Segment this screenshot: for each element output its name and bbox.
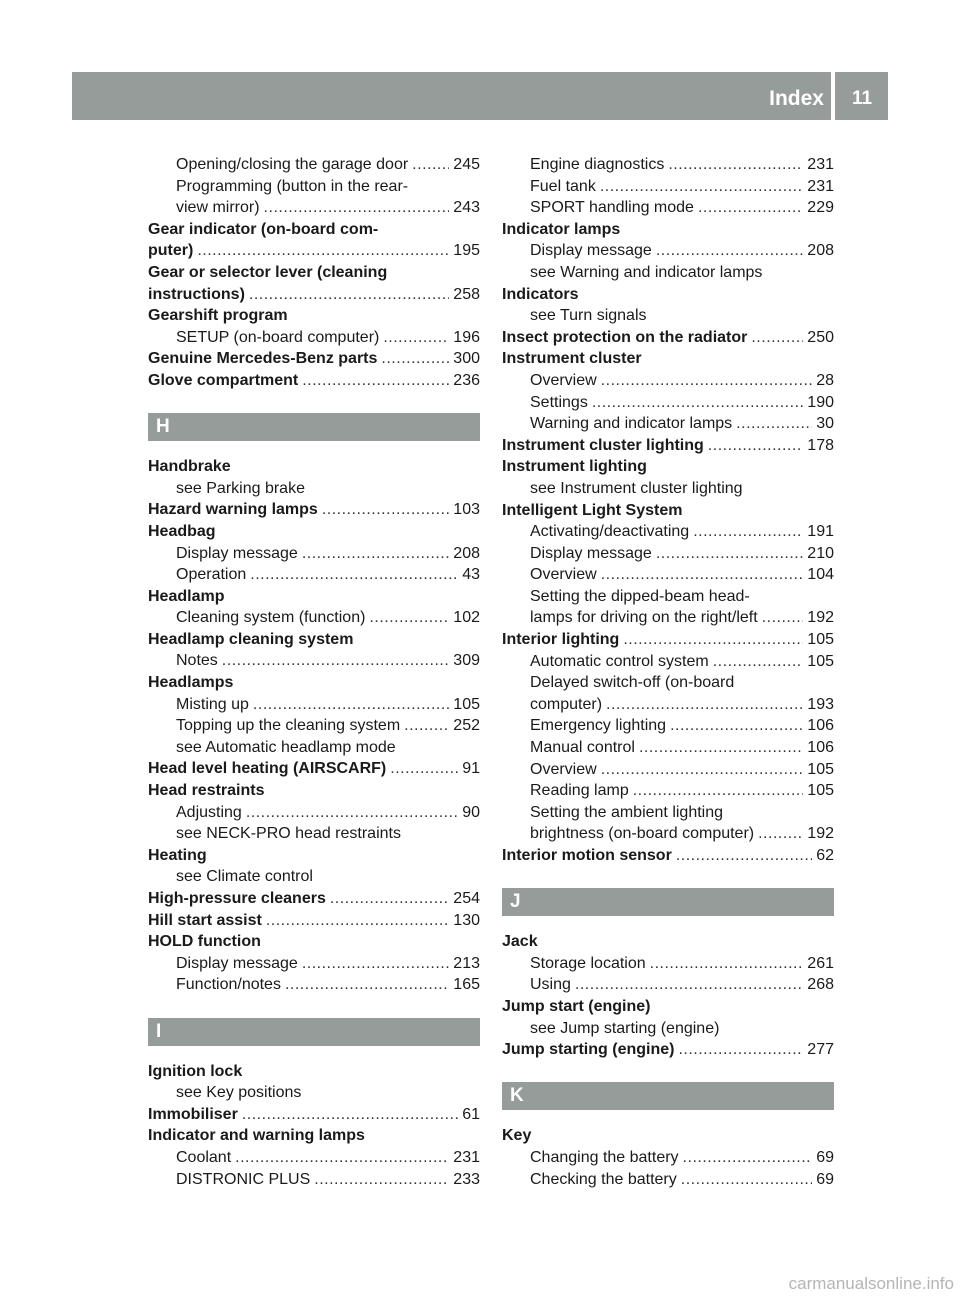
entry-text: Emergency lighting bbox=[530, 717, 667, 735]
page-reference: 231 bbox=[807, 156, 834, 173]
leader-dots bbox=[670, 715, 803, 737]
entry-text: Setting the dipped-beam head- bbox=[530, 587, 750, 605]
leader-dots bbox=[736, 413, 812, 435]
index-subentry bbox=[502, 392, 834, 414]
index-subentry bbox=[148, 737, 480, 759]
page-reference: 30 bbox=[816, 415, 834, 433]
index-subentry bbox=[502, 197, 834, 219]
index-column-left bbox=[148, 154, 480, 1190]
index-entry bbox=[148, 1061, 480, 1083]
entry-text: Genuine Mercedes-Benz parts bbox=[148, 350, 378, 368]
page-reference: 69 bbox=[816, 1148, 834, 1166]
index-entry bbox=[502, 219, 834, 241]
entry-text: Changing the battery bbox=[530, 1148, 679, 1166]
leader-dots bbox=[381, 348, 449, 370]
leader-dots bbox=[623, 629, 803, 651]
index-entry bbox=[502, 1039, 834, 1061]
index-subentry bbox=[148, 866, 480, 888]
leader-dots bbox=[264, 197, 450, 219]
entry-text: Manual control bbox=[530, 739, 635, 757]
entry-text: Indicators bbox=[502, 285, 579, 303]
leader-dots bbox=[681, 1169, 812, 1191]
page-reference: 231 bbox=[807, 177, 834, 195]
index-subentry bbox=[502, 759, 834, 781]
entry-text: see Warning and indicator lamps bbox=[530, 263, 763, 281]
leader-dots bbox=[253, 694, 449, 716]
entry-text: Display message bbox=[530, 242, 652, 260]
leader-dots bbox=[369, 607, 449, 629]
entry-text: DISTRONIC PLUS bbox=[176, 1170, 311, 1188]
leader-dots bbox=[412, 154, 449, 176]
entry-text: Head level heating (AIRSCARF) bbox=[148, 760, 387, 778]
page-reference: 231 bbox=[453, 1148, 480, 1166]
index-subentry bbox=[502, 521, 834, 543]
leader-dots bbox=[314, 1169, 449, 1191]
entry-text: see NECK-PRO head restraints bbox=[176, 825, 401, 843]
page-reference: 252 bbox=[453, 717, 480, 735]
page-reference: 105 bbox=[807, 760, 834, 778]
entry-text: Glove compartment bbox=[148, 371, 299, 389]
watermark: carmanualsonline.info bbox=[788, 1274, 954, 1293]
index-subentry bbox=[148, 1147, 480, 1169]
entry-text: lamps for driving on the right/left bbox=[530, 609, 758, 627]
index-entry bbox=[502, 931, 834, 953]
index-entry bbox=[502, 435, 834, 457]
page-number: 11 bbox=[851, 88, 873, 109]
leader-dots bbox=[197, 240, 449, 262]
index-subentry bbox=[502, 780, 834, 802]
page-reference: 193 bbox=[807, 695, 834, 713]
page-reference: 69 bbox=[816, 1170, 834, 1188]
index-subentry bbox=[148, 974, 480, 996]
index-entry bbox=[148, 348, 480, 370]
page-reference: 90 bbox=[462, 803, 480, 821]
page-reference: 61 bbox=[462, 1105, 480, 1123]
leader-dots bbox=[678, 1039, 803, 1061]
entry-text: Interior motion sensor bbox=[502, 847, 672, 864]
page-reference: 268 bbox=[807, 976, 834, 994]
entry-text: computer) bbox=[530, 695, 603, 713]
index-subentry bbox=[148, 564, 480, 586]
leader-dots bbox=[751, 327, 803, 349]
page-reference: 91 bbox=[462, 760, 480, 778]
page-reference: 245 bbox=[453, 156, 480, 173]
entry-text: Handbrake bbox=[148, 458, 231, 476]
index-subentry bbox=[148, 1082, 480, 1104]
page-reference: 191 bbox=[807, 523, 834, 541]
entry-text: see Instrument cluster lighting bbox=[530, 479, 743, 497]
entry-text: Display message bbox=[176, 544, 298, 562]
page-reference: 208 bbox=[453, 544, 480, 562]
leader-dots bbox=[600, 176, 803, 198]
section-letter-h: H bbox=[148, 413, 480, 441]
leader-dots bbox=[302, 543, 449, 565]
index-entry bbox=[148, 284, 480, 306]
index-subentry bbox=[148, 197, 480, 219]
leader-dots bbox=[639, 737, 803, 759]
index-entry bbox=[148, 931, 480, 953]
index-entry bbox=[502, 845, 834, 867]
index-subentry bbox=[502, 651, 834, 673]
leader-dots bbox=[633, 780, 804, 802]
page-reference: 254 bbox=[453, 890, 480, 907]
page-reference: 192 bbox=[807, 825, 834, 843]
page-reference: 210 bbox=[807, 544, 834, 562]
header-separator bbox=[831, 72, 835, 120]
entry-text: Heating bbox=[148, 846, 207, 864]
entry-text: Instrument lighting bbox=[502, 458, 647, 476]
leader-dots bbox=[656, 543, 803, 565]
entry-text: Coolant bbox=[176, 1148, 232, 1166]
index-subentry bbox=[502, 802, 834, 824]
entry-text: Programming (button in the rear- bbox=[176, 177, 409, 195]
entry-text: Using bbox=[530, 976, 571, 994]
index-entry bbox=[148, 780, 480, 802]
index-subentry bbox=[502, 564, 834, 586]
entry-text: Immobiliser bbox=[148, 1105, 238, 1123]
entry-text: Function/notes bbox=[176, 976, 281, 994]
page-reference: 233 bbox=[453, 1170, 480, 1188]
entry-text: view mirror) bbox=[176, 199, 260, 217]
leader-dots bbox=[575, 974, 803, 996]
leader-dots bbox=[322, 499, 449, 521]
entry-text: Delayed switch-off (on-board bbox=[530, 674, 735, 692]
entry-text: Notes bbox=[176, 652, 218, 670]
index-subentry bbox=[502, 823, 834, 845]
index-entry bbox=[148, 219, 480, 241]
entry-text: Interior lighting bbox=[502, 631, 620, 649]
index-entry bbox=[148, 888, 480, 910]
page-reference: 229 bbox=[807, 199, 834, 217]
index-subentry bbox=[502, 154, 834, 176]
leader-dots bbox=[242, 1104, 458, 1126]
entry-text: HOLD function bbox=[148, 933, 261, 951]
index-entry bbox=[148, 1125, 480, 1147]
entry-text: Instrument cluster bbox=[502, 350, 642, 368]
index-entry bbox=[502, 1125, 834, 1147]
entry-text: Hill start assist bbox=[148, 911, 262, 929]
entry-text: brightness (on-board computer) bbox=[530, 825, 755, 843]
entry-text: Ignition lock bbox=[148, 1062, 243, 1080]
index-subentry bbox=[148, 823, 480, 845]
leader-dots bbox=[592, 392, 803, 414]
leader-dots bbox=[758, 823, 803, 845]
entry-text: Engine diagnostics bbox=[530, 156, 665, 173]
leader-dots bbox=[330, 888, 449, 910]
leader-dots bbox=[390, 758, 458, 780]
index-subentry bbox=[502, 413, 834, 435]
entry-text: see Jump starting (engine) bbox=[530, 1019, 720, 1037]
leader-dots bbox=[246, 802, 458, 824]
entry-text: see Automatic headlamp mode bbox=[176, 738, 396, 756]
leader-dots bbox=[250, 564, 458, 586]
page-reference: 28 bbox=[816, 371, 834, 389]
leader-dots bbox=[235, 1147, 449, 1169]
entry-text: Setting the ambient lighting bbox=[530, 803, 724, 821]
index-subentry bbox=[148, 953, 480, 975]
page-reference: 105 bbox=[807, 631, 834, 649]
page-reference: 213 bbox=[453, 954, 480, 972]
page-reference: 196 bbox=[453, 328, 480, 346]
entry-text: Display message bbox=[530, 544, 652, 562]
entry-text: Gearshift program bbox=[148, 307, 288, 325]
section-letter-j: J bbox=[502, 888, 834, 916]
index-subentry bbox=[502, 672, 834, 694]
index-entry bbox=[502, 456, 834, 478]
index-subentry bbox=[502, 543, 834, 565]
entry-text: Intelligent Light System bbox=[502, 501, 683, 519]
entry-text: Jump start (engine) bbox=[502, 997, 651, 1015]
index-subentry bbox=[148, 650, 480, 672]
leader-dots bbox=[285, 974, 449, 996]
index-subentry bbox=[148, 478, 480, 500]
entry-text: see Turn signals bbox=[530, 307, 647, 325]
page-reference: 106 bbox=[807, 717, 834, 735]
leader-dots bbox=[606, 694, 803, 716]
entry-text: High-pressure cleaners bbox=[148, 890, 326, 907]
entry-text: puter) bbox=[148, 242, 194, 260]
index-subentry bbox=[502, 607, 834, 629]
section-letter-k: K bbox=[502, 1082, 834, 1110]
leader-dots bbox=[249, 284, 449, 306]
entry-text: Storage location bbox=[530, 954, 646, 972]
entry-text: Display message bbox=[176, 954, 298, 972]
page-reference: 105 bbox=[453, 695, 480, 713]
entry-text: Operation bbox=[176, 566, 247, 584]
page-reference: 104 bbox=[807, 566, 834, 584]
page-reference: 106 bbox=[807, 739, 834, 757]
leader-dots bbox=[698, 197, 803, 219]
index-subentry bbox=[148, 1169, 480, 1191]
index-subentry bbox=[148, 176, 480, 198]
entry-text: Insect protection on the radiator bbox=[502, 328, 748, 346]
index-subentry bbox=[502, 1018, 834, 1040]
index-entry bbox=[502, 327, 834, 349]
page-reference: 190 bbox=[807, 393, 834, 411]
leader-dots bbox=[383, 327, 449, 349]
index-subentry bbox=[148, 715, 480, 737]
index-subentry bbox=[502, 176, 834, 198]
entry-text: see Key positions bbox=[176, 1084, 302, 1102]
entry-text: Settings bbox=[530, 393, 588, 411]
entry-text: Overview bbox=[530, 760, 597, 778]
entry-text: Cleaning system (function) bbox=[176, 609, 366, 627]
entry-text: Opening/closing the garage door bbox=[176, 156, 409, 173]
index-subentry bbox=[502, 262, 834, 284]
page-reference: 130 bbox=[453, 911, 480, 929]
entry-text: see Parking brake bbox=[176, 479, 305, 497]
index-entry bbox=[148, 456, 480, 478]
index-subentry bbox=[148, 607, 480, 629]
entry-text: Indicator and warning lamps bbox=[148, 1127, 365, 1145]
index-subentry bbox=[502, 715, 834, 737]
index-subentry bbox=[502, 953, 834, 975]
index-subentry bbox=[502, 478, 834, 500]
index-subentry bbox=[502, 305, 834, 327]
index-subentry bbox=[502, 694, 834, 716]
entry-text: Head restraints bbox=[148, 782, 265, 800]
index-subentry bbox=[502, 370, 834, 392]
page-reference: 258 bbox=[453, 285, 480, 303]
entry-text: Headlamp bbox=[148, 587, 225, 605]
index-subentry bbox=[502, 737, 834, 759]
index-entry bbox=[502, 500, 834, 522]
leader-dots bbox=[222, 650, 450, 672]
entry-text: SPORT handling mode bbox=[530, 199, 694, 217]
index-entry bbox=[148, 1104, 480, 1126]
leader-dots bbox=[676, 845, 812, 867]
index-subentry bbox=[502, 1169, 834, 1191]
index-entry bbox=[502, 629, 834, 651]
index-subentry bbox=[502, 1147, 834, 1169]
entry-text: instructions) bbox=[148, 285, 245, 303]
index-entry bbox=[148, 672, 480, 694]
index-subentry bbox=[148, 802, 480, 824]
entry-text: SETUP (on-board computer) bbox=[176, 328, 380, 346]
entry-text: Gear or selector lever (cleaning bbox=[148, 263, 388, 281]
section-letter-i: I bbox=[148, 1018, 480, 1046]
index-entry bbox=[502, 348, 834, 370]
index-entry bbox=[148, 521, 480, 543]
index-entry bbox=[148, 370, 480, 392]
index-subentry bbox=[148, 694, 480, 716]
index-entry bbox=[148, 305, 480, 327]
page-reference: 195 bbox=[453, 242, 480, 260]
index-column-right bbox=[502, 154, 834, 1190]
index-subentry bbox=[502, 974, 834, 996]
leader-dots bbox=[404, 715, 449, 737]
index-entry bbox=[148, 758, 480, 780]
index-subentry bbox=[148, 543, 480, 565]
leader-dots bbox=[693, 521, 803, 543]
index-subentry bbox=[148, 327, 480, 349]
leader-dots bbox=[601, 564, 804, 586]
entry-text: Jump starting (engine) bbox=[502, 1041, 675, 1059]
page-reference: 105 bbox=[807, 782, 834, 800]
page-reference: 43 bbox=[462, 566, 480, 584]
section-spacer bbox=[502, 1061, 834, 1083]
page-reference: 236 bbox=[453, 371, 480, 389]
page-reference: 261 bbox=[807, 954, 834, 972]
index-entry bbox=[148, 845, 480, 867]
entry-text: Activating/deactivating bbox=[530, 523, 690, 541]
entry-text: Warning and indicator lamps bbox=[530, 415, 733, 433]
page-reference: 103 bbox=[453, 501, 480, 519]
entry-text: Headlamps bbox=[148, 674, 234, 692]
leader-dots bbox=[683, 1147, 813, 1169]
entry-text: Headlamp cleaning system bbox=[148, 630, 354, 648]
entry-text: Reading lamp bbox=[530, 782, 629, 800]
index-entry bbox=[148, 262, 480, 284]
page-reference: 208 bbox=[807, 242, 834, 260]
entry-text: Key bbox=[502, 1127, 532, 1145]
leader-dots bbox=[762, 607, 804, 629]
page-reference: 165 bbox=[453, 976, 480, 994]
entry-text: Indicator lamps bbox=[502, 220, 621, 238]
page-reference: 309 bbox=[453, 652, 480, 670]
section-spacer bbox=[148, 996, 480, 1018]
leader-dots bbox=[266, 910, 449, 932]
entry-text: Headbag bbox=[148, 522, 216, 540]
page-reference: 62 bbox=[816, 847, 834, 864]
entry-text: Jack bbox=[502, 933, 538, 951]
page-reference: 105 bbox=[807, 652, 834, 670]
index-entry bbox=[148, 629, 480, 651]
entry-text: Topping up the cleaning system bbox=[176, 717, 401, 735]
index-entry bbox=[148, 586, 480, 608]
leader-dots bbox=[601, 370, 813, 392]
entry-text: see Climate control bbox=[176, 868, 313, 886]
page-reference: 243 bbox=[453, 199, 480, 217]
leader-dots bbox=[708, 435, 804, 457]
entry-text: Overview bbox=[530, 371, 597, 389]
page-reference: 277 bbox=[807, 1041, 834, 1059]
section-spacer bbox=[502, 867, 834, 889]
leader-dots bbox=[302, 370, 449, 392]
index-entry bbox=[148, 910, 480, 932]
leader-dots bbox=[713, 651, 804, 673]
index-entry bbox=[502, 996, 834, 1018]
section-spacer bbox=[148, 392, 480, 414]
page-reference: 300 bbox=[453, 350, 480, 368]
leader-dots bbox=[650, 953, 804, 975]
entry-text: Fuel tank bbox=[530, 177, 596, 195]
leader-dots bbox=[302, 953, 449, 975]
entry-text: Hazard warning lamps bbox=[148, 501, 318, 519]
header-title: Index bbox=[769, 87, 824, 110]
leader-dots bbox=[656, 240, 803, 262]
page-reference: 250 bbox=[807, 328, 834, 346]
index-entry bbox=[148, 499, 480, 521]
index-entry bbox=[148, 240, 480, 262]
entry-text: Instrument cluster lighting bbox=[502, 436, 704, 454]
page-reference: 178 bbox=[807, 436, 834, 454]
index-subentry bbox=[148, 154, 480, 176]
index-subentry bbox=[502, 240, 834, 262]
page-reference: 192 bbox=[807, 609, 834, 627]
entry-text: Misting up bbox=[176, 695, 249, 713]
entry-text: Automatic control system bbox=[530, 652, 709, 670]
entry-text: Gear indicator (on-board com- bbox=[148, 220, 379, 238]
leader-dots bbox=[601, 759, 804, 781]
entry-text: Adjusting bbox=[176, 803, 242, 821]
index-subentry bbox=[502, 586, 834, 608]
entry-text: Overview bbox=[530, 566, 597, 584]
leader-dots bbox=[668, 154, 803, 176]
index-entry bbox=[502, 284, 834, 306]
page-reference: 102 bbox=[453, 609, 480, 627]
entry-text: Checking the battery bbox=[530, 1170, 677, 1188]
